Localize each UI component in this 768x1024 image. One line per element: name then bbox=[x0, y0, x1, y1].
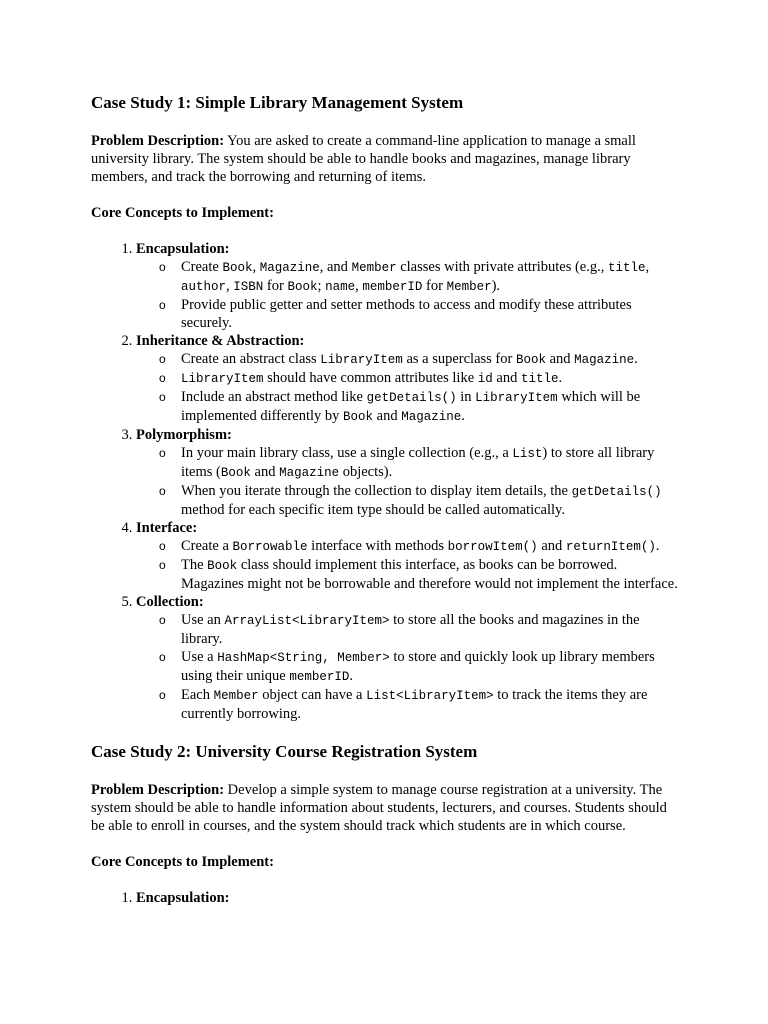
code-term: getDetails() bbox=[366, 391, 457, 405]
core-concepts-heading: Core Concepts to Implement: bbox=[91, 205, 274, 221]
bullet-text: which will be implemented differently by bbox=[181, 389, 641, 424]
bullet-text: Use an bbox=[181, 612, 225, 628]
bullet-text: Create a bbox=[181, 538, 233, 554]
problem-label: Problem Description: bbox=[91, 782, 225, 798]
concept-bullet bbox=[181, 258, 681, 296]
bullet-text: , bbox=[252, 259, 260, 275]
code-term: Borrowable bbox=[232, 540, 308, 554]
concept-item bbox=[136, 332, 681, 426]
concepts-list bbox=[91, 240, 681, 723]
case-study-2-title: Case Study 2: University Course Registration System bbox=[91, 742, 478, 761]
case-study-1 bbox=[91, 92, 681, 723]
concept-bullet bbox=[181, 296, 681, 332]
code-term: Magazine bbox=[279, 466, 340, 480]
bullet-text: to store all the books and magazines in the library. bbox=[181, 612, 640, 647]
case-study-2 bbox=[91, 741, 681, 907]
code-term: Magazine bbox=[574, 353, 635, 367]
concept-title: Interface: bbox=[136, 520, 198, 536]
concept-item bbox=[136, 593, 681, 723]
bullet-text: . bbox=[461, 408, 465, 424]
code-term: Book bbox=[287, 280, 318, 294]
bullet-text: class should implement this interface, as books can be borrowed. Magazines might not be borrowable and therefore would not implement the interface. bbox=[181, 557, 678, 592]
bullet-text: . bbox=[634, 351, 638, 367]
code-term: HashMap<String, Member> bbox=[217, 651, 390, 665]
core-concepts-heading: Core Concepts to Implement: bbox=[91, 854, 274, 870]
concept-item bbox=[136, 889, 681, 907]
code-term: Book bbox=[207, 559, 238, 573]
code-term: List<LibraryItem> bbox=[366, 689, 494, 703]
bullet-text: and bbox=[373, 408, 402, 424]
code-term: borrowItem() bbox=[447, 540, 538, 554]
bullet-text: interface with methods bbox=[307, 538, 448, 554]
problem-text: You are asked to create a command-line application to manage a small university library. The system should be able to handle books and magazines, manage library members, and track the borrowing and returning of items. bbox=[91, 133, 636, 185]
bullet-text: The bbox=[181, 557, 208, 573]
code-term: author bbox=[181, 280, 227, 294]
code-term: returnItem() bbox=[565, 540, 656, 554]
concept-bullet bbox=[181, 350, 681, 369]
concept-bullet bbox=[181, 556, 681, 593]
concept-bullet bbox=[181, 611, 681, 648]
concept-bullets bbox=[136, 611, 681, 723]
bullet-text: and bbox=[545, 351, 575, 367]
concept-bullet bbox=[181, 686, 681, 723]
code-term: Book bbox=[220, 466, 251, 480]
bullet-text: ; bbox=[317, 278, 326, 294]
concept-title: Encapsulation: bbox=[136, 241, 230, 257]
problem-label: Problem Description: bbox=[91, 133, 225, 149]
code-term: getDetails() bbox=[571, 485, 662, 499]
bullet-text: Create bbox=[181, 259, 223, 275]
bullet-text: ) to store all library items ( bbox=[181, 445, 655, 480]
code-term: title bbox=[607, 261, 646, 275]
case-study-1-problem bbox=[91, 132, 681, 186]
concept-bullets bbox=[136, 258, 681, 332]
bullet-text: , bbox=[355, 278, 363, 294]
code-term: ISBN bbox=[233, 280, 264, 294]
code-term: Member bbox=[446, 280, 492, 294]
bullet-text: , and bbox=[319, 259, 352, 275]
code-term: memberID bbox=[362, 280, 423, 294]
bullet-text: Provide public getter and setter methods to access and modify these attributes securely. bbox=[181, 297, 632, 331]
bullet-text: to track the items they are currently borrowing. bbox=[181, 687, 648, 722]
code-term: Magazine bbox=[259, 261, 320, 275]
case-study-2-problem bbox=[91, 781, 681, 835]
bullet-text: as a superclass for bbox=[402, 351, 516, 367]
bullet-text: object can have a bbox=[258, 687, 367, 703]
bullet-text: and bbox=[537, 538, 566, 554]
concept-bullet bbox=[181, 388, 681, 426]
bullet-text: . bbox=[349, 668, 353, 684]
problem-text: Develop a simple system to manage course registration at a university. The system should be able to handle information about students, lecturers, and courses. Students should be able to enroll in courses, and the system should track which students are in which course. bbox=[91, 782, 667, 834]
bullet-text: and bbox=[492, 370, 521, 386]
concept-item bbox=[136, 519, 681, 593]
bullet-text: , bbox=[226, 278, 234, 294]
code-term: name bbox=[325, 280, 356, 294]
code-term: Magazine bbox=[401, 410, 462, 424]
bullet-text: to store and quickly look up library members using their unique bbox=[181, 649, 655, 684]
bullet-text: objects). bbox=[339, 464, 393, 480]
code-term: Member bbox=[213, 689, 259, 703]
code-term: Book bbox=[222, 261, 253, 275]
bullet-text: Each bbox=[181, 687, 214, 703]
code-term: title bbox=[520, 372, 559, 386]
code-term: Member bbox=[351, 261, 397, 275]
bullet-text: Use a bbox=[181, 649, 218, 665]
bullet-text: classes with private attributes (e.g., bbox=[396, 259, 608, 275]
concept-bullets bbox=[136, 350, 681, 426]
code-term: memberID bbox=[289, 670, 350, 684]
bullet-text: should have common attributes like bbox=[263, 370, 478, 386]
code-term: id bbox=[477, 372, 493, 386]
code-term: ArrayList<LibraryItem> bbox=[224, 614, 390, 628]
concept-item bbox=[136, 426, 681, 519]
bullet-text: ). bbox=[491, 278, 501, 294]
code-term: LibraryItem bbox=[475, 391, 558, 405]
concept-bullet bbox=[181, 369, 681, 388]
concept-title: Polymorphism: bbox=[136, 427, 232, 443]
concept-bullets bbox=[136, 444, 681, 519]
bullet-text: When you iterate through the collection to display item details, the bbox=[181, 483, 572, 499]
bullet-text: for bbox=[422, 278, 447, 294]
concepts-list bbox=[91, 889, 681, 907]
code-term: Book bbox=[343, 410, 374, 424]
code-term: Book bbox=[515, 353, 546, 367]
concept-bullet bbox=[181, 482, 681, 519]
bullet-text: in bbox=[456, 389, 476, 405]
concept-bullet bbox=[181, 537, 681, 556]
bullet-text: and bbox=[250, 464, 280, 480]
concept-bullets bbox=[136, 537, 681, 593]
bullet-text: Create an abstract class bbox=[181, 351, 321, 367]
bullet-text: . bbox=[655, 538, 660, 554]
bullet-text: for bbox=[263, 278, 288, 294]
bullet-text: . bbox=[558, 370, 563, 386]
concept-title: Inheritance & Abstraction: bbox=[136, 333, 305, 349]
code-term: LibraryItem bbox=[181, 372, 264, 386]
concept-bullet bbox=[181, 444, 681, 482]
concept-bullet bbox=[181, 648, 681, 686]
bullet-text: , bbox=[645, 259, 650, 275]
bullet-text: method for each specific item type should be called automatically. bbox=[181, 502, 565, 518]
bullet-text: Include an abstract method like bbox=[181, 389, 367, 405]
code-term: List bbox=[512, 447, 543, 461]
concept-title: Encapsulation: bbox=[136, 890, 230, 906]
case-study-1-title: Case Study 1: Simple Library Management System bbox=[91, 93, 464, 112]
concept-title: Collection: bbox=[136, 594, 204, 610]
document-content bbox=[91, 92, 681, 907]
concept-item bbox=[136, 240, 681, 332]
bullet-text: In your main library class, use a single collection (e.g., a bbox=[181, 445, 513, 461]
code-term: LibraryItem bbox=[320, 353, 403, 367]
